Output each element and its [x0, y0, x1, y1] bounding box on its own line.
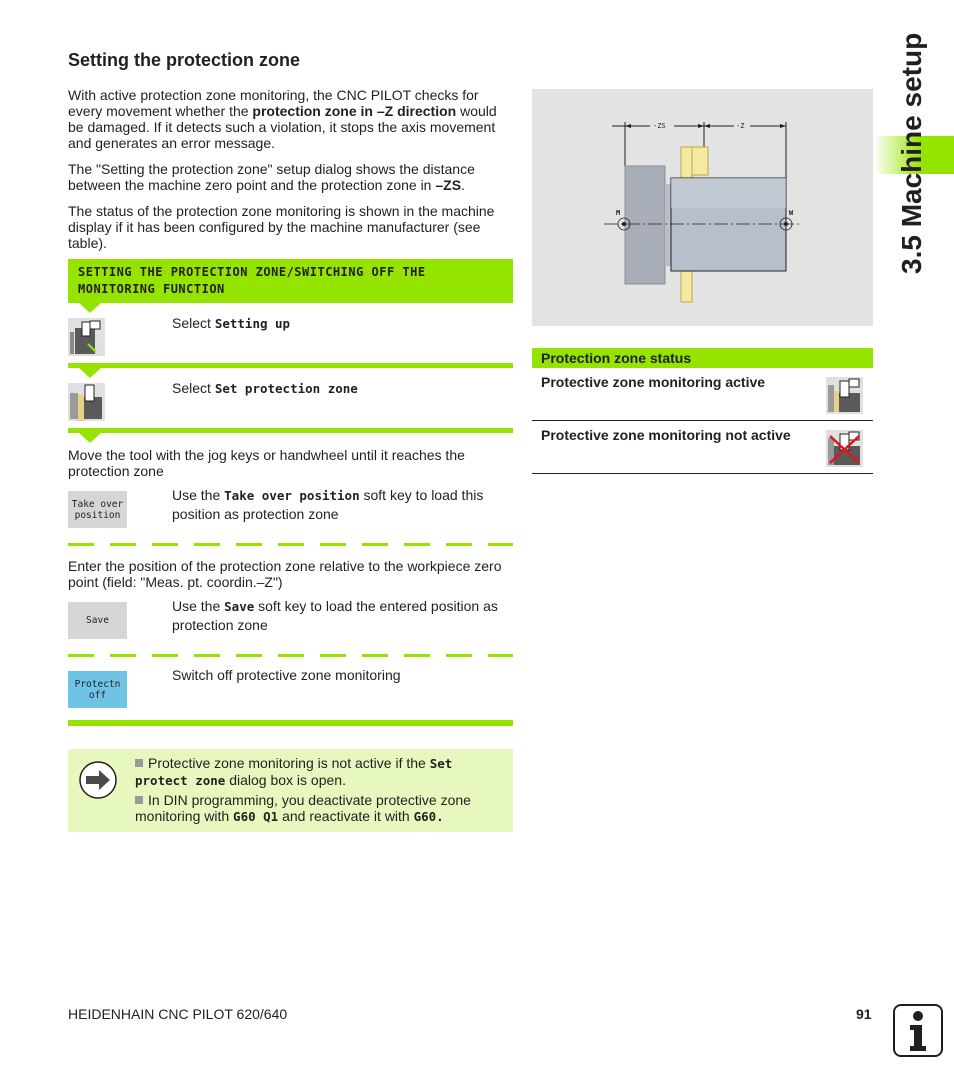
set-protection-zone-icon: [68, 383, 105, 421]
note-item-2: [135, 792, 505, 825]
section-header: SETTING THE PROTECTION ZONE/SWITCHING OFF THE MONITORING FUNCTION: [68, 259, 513, 303]
table-row-label: Protective zone monitoring not active: [541, 427, 791, 443]
step-arrow-icon: [79, 433, 101, 443]
chapter-title-wrapper: [896, 32, 927, 504]
dashed-divider: [68, 543, 513, 546]
protection-inactive-icon: [826, 430, 863, 467]
bullet-square-icon: [135, 759, 143, 767]
save-softkey[interactable]: [68, 602, 127, 639]
intro-paragraph-3: The status of the protection zone monitoring is shown in the machine display if it has been configured by the machine manufacturer (see table).: [68, 203, 495, 251]
step-select-prefix: Select: [172, 315, 215, 331]
protection-zone-figure: [532, 89, 873, 326]
note-code: G60.: [413, 809, 444, 824]
step-use-code: Take over position: [224, 488, 360, 503]
step-use-code: Save: [224, 599, 255, 614]
intro-paragraph-2: [68, 161, 513, 193]
softkey-line-2: position: [74, 509, 121, 521]
enter-position-text: Enter the position of the protection zone relative to the workpiece zero point (field: "Meas. pt. coordin.–Z"): [68, 558, 502, 590]
take-over-position-softkey[interactable]: [68, 491, 127, 528]
softkey-line-1: Take over: [71, 498, 124, 510]
step-select-setting-up: [172, 314, 512, 333]
bullet-square-icon: [135, 796, 143, 804]
step-use-prefix: Use the: [172, 598, 225, 614]
label-minus-z: -Z: [736, 122, 745, 130]
step-arrow-icon: [79, 303, 101, 313]
chapter-title: 3.5 Machine setup: [896, 32, 927, 274]
table-row: [532, 421, 873, 474]
step-select-prefix: Select: [172, 380, 215, 396]
note-text-a: In DIN programming, you deactivate protective zone monitoring with: [135, 792, 471, 824]
note-text-b: dialog box is open.: [225, 772, 346, 788]
softkey-line-2: off: [88, 689, 107, 701]
page-title: Setting the protection zone: [68, 50, 300, 70]
protection-active-icon: [826, 377, 863, 414]
footer-product: HEIDENHAIN CNC PILOT 620/640: [68, 1006, 288, 1022]
label-minus-zs: -ZS: [653, 122, 666, 130]
table-row: [532, 368, 873, 421]
step-save: [172, 597, 512, 634]
info-icon: [893, 1004, 943, 1057]
dashed-divider: [68, 654, 513, 657]
step-take-over-position: [172, 486, 512, 523]
intro-paragraph-1: [68, 87, 513, 151]
intro-p2-text-b: .: [461, 177, 465, 193]
note-text-b: and reactivate it with: [278, 808, 414, 824]
move-tool-text: Move the tool with the jog keys or handwheel until it reaches the protection zone: [68, 447, 465, 479]
note-item-1: [135, 755, 505, 789]
step-divider: [68, 428, 513, 433]
intro-p1-text-a: With active protection zone monitoring, the CNC PILOT checks for every movement whether the: [68, 87, 479, 119]
section-end-bar: [68, 720, 513, 726]
arrow-right-icon: [78, 760, 118, 800]
note-code: G60 Q1: [233, 809, 279, 824]
protectn-off-softkey[interactable]: [68, 671, 127, 708]
step-select-set-protection-zone: [172, 379, 512, 398]
step-divider: [68, 363, 513, 368]
step-select-code: Setting up: [214, 316, 291, 331]
note-code: Set protect zone: [135, 756, 453, 788]
intro-p1-text-b: would be damaged. If it detects such a violation, it stops the axis movement and generates an error message.: [68, 103, 497, 151]
label-w: W: [789, 209, 794, 217]
step-switch-off: Switch off protective zone monitoring: [172, 667, 401, 683]
step-use-suffix: soft key to load this position as protection zone: [172, 487, 484, 522]
step-select-code: Set protection zone: [214, 381, 358, 396]
label-m: M: [616, 209, 621, 217]
intro-p1-bold: protection zone in –Z direction: [252, 103, 457, 119]
softkey-line-1: Protectn: [74, 678, 121, 690]
table-row-label: Protective zone monitoring active: [541, 374, 766, 390]
table-header: Protection zone status: [532, 348, 873, 368]
softkey-label: Save: [86, 615, 109, 626]
step-arrow-icon: [79, 368, 101, 378]
step-use-prefix: Use the: [172, 487, 225, 503]
setting-up-icon: [68, 318, 105, 356]
step-use-suffix: soft key to load the entered position as protection zone: [172, 598, 498, 633]
note-text-a: Protective zone monitoring is not active if the: [148, 755, 430, 771]
intro-p2-bold: –ZS: [435, 177, 462, 193]
page-number: 91: [856, 1006, 872, 1022]
intro-p2-text-a: The "Setting the protection zone" setup dialog shows the distance between the machine zero point and the protection zone in: [68, 161, 475, 193]
